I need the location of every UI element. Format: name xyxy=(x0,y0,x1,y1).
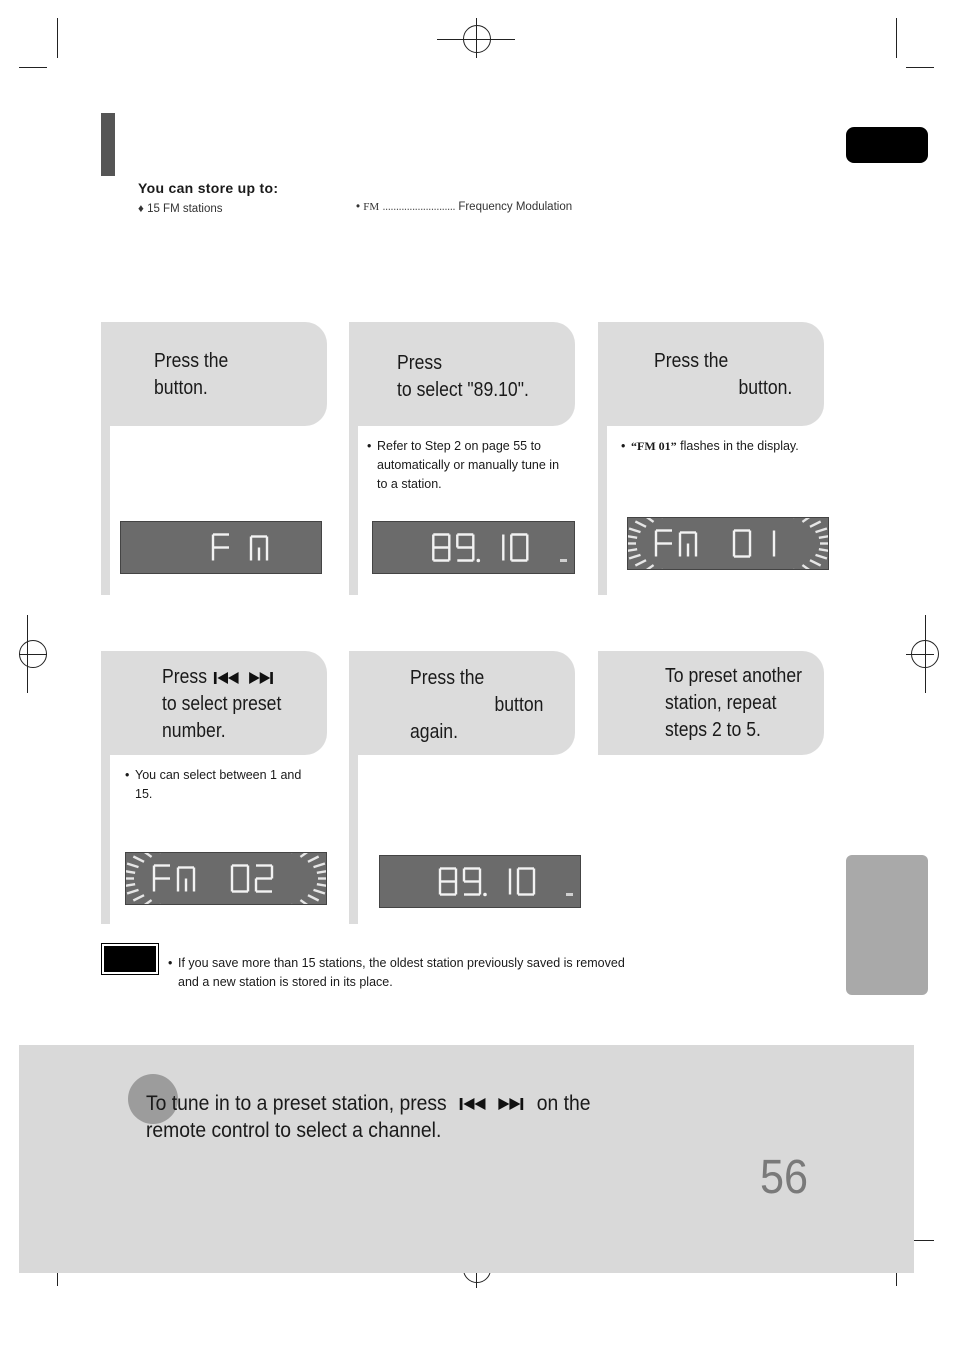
flash-ray xyxy=(308,895,319,900)
flash-ray xyxy=(819,536,828,538)
flash-ray xyxy=(628,549,637,551)
flash-ray xyxy=(127,864,138,868)
side-index-tab xyxy=(846,855,928,995)
flash-ray xyxy=(313,890,324,894)
step-4 xyxy=(101,651,327,924)
lcd-readout xyxy=(380,856,580,907)
section-title-bar xyxy=(101,113,115,176)
lcd-decimal-point xyxy=(483,893,487,897)
flash-ray xyxy=(644,565,654,569)
step-3-note: • “FM 01” flashes in the display. xyxy=(621,439,799,453)
flash-ray xyxy=(127,890,138,894)
crop-mark xyxy=(57,18,58,58)
flash-ray xyxy=(810,560,821,565)
step-5 xyxy=(349,651,575,924)
flash-ray xyxy=(126,871,135,873)
note-label-box xyxy=(101,943,159,975)
skip-buttons-icon xyxy=(212,670,275,686)
registration-mark xyxy=(906,654,934,655)
crop-mark xyxy=(19,67,47,68)
flash-ray xyxy=(815,529,826,533)
step-4-instruction: Press to select preset number. xyxy=(162,666,282,742)
lcd-readout xyxy=(373,522,574,573)
flash-ray xyxy=(317,871,326,873)
lcd-decimal-point xyxy=(477,559,481,563)
step-5-instruction: Press the button again. xyxy=(410,667,544,743)
flash-ray xyxy=(133,857,144,862)
registration-mark xyxy=(19,654,47,655)
mhz-indicator xyxy=(566,893,573,896)
display-panel-1 xyxy=(120,521,322,574)
flash-ray xyxy=(802,518,812,522)
tip-text: To tune in to a preset station, press on the remote control to select a channel. xyxy=(146,1092,591,1142)
step-3-instruction: Press the button. xyxy=(654,350,793,399)
flash-ray xyxy=(815,555,826,559)
flash-ray xyxy=(142,853,152,857)
step-6 xyxy=(598,651,824,755)
flash-ray xyxy=(629,555,640,559)
step-rail xyxy=(349,751,358,924)
flash-ray xyxy=(308,857,319,862)
step-rail xyxy=(598,422,607,595)
store-heading: You can store up to: xyxy=(138,180,279,196)
flash-ray xyxy=(629,529,640,533)
flash-ray xyxy=(635,522,646,527)
flash-ray xyxy=(317,884,326,886)
step-2-note: • Refer to Step 2 on page 55 to automatically or manually tune in to a station. xyxy=(367,439,560,491)
registration-mark xyxy=(27,615,28,693)
step-rail xyxy=(101,751,110,924)
step-rail xyxy=(349,422,358,595)
crop-mark xyxy=(906,67,934,68)
step-rail xyxy=(101,422,110,595)
flash-ray xyxy=(300,900,310,904)
lcd-readout xyxy=(628,518,828,569)
chapter-tab xyxy=(846,127,928,163)
display-panel-2 xyxy=(372,521,575,574)
flash-ray xyxy=(126,884,135,886)
step-3 xyxy=(598,322,824,595)
display-panel-5 xyxy=(379,855,581,908)
flash-ray xyxy=(635,560,646,565)
page-number: 56 xyxy=(760,1151,809,1204)
step-2-instruction: Press to select "89.10". xyxy=(397,352,529,401)
flash-ray xyxy=(313,864,324,868)
fm-definition: • FM ........................... Frequency Modulation xyxy=(356,201,573,213)
flash-ray xyxy=(133,895,144,900)
crop-mark xyxy=(896,18,897,58)
display-panel-3 xyxy=(627,517,829,570)
fm-meaning: Frequency Modulation xyxy=(458,201,573,213)
lcd-readout xyxy=(121,522,321,573)
flash-ray xyxy=(300,853,310,857)
step-4-note: • You can select between 1 and 15. xyxy=(125,768,302,801)
display-panel-4 xyxy=(125,852,327,905)
flash-ray xyxy=(644,518,654,522)
step-2 xyxy=(349,322,575,595)
registration-mark xyxy=(476,18,477,58)
step-1 xyxy=(101,322,327,595)
flash-ray xyxy=(819,549,828,551)
flash-ray xyxy=(628,536,637,538)
flash-ray xyxy=(810,522,821,527)
mhz-indicator xyxy=(560,559,567,562)
step-1-instruction: Press the button. xyxy=(154,350,229,399)
leader-dots: ........................... xyxy=(382,201,456,213)
memo-note: • If you save more than 15 stations, the oldest station previously saved is removed and a new station is stored in its place. xyxy=(168,956,625,989)
registration-mark xyxy=(925,615,926,693)
skip-buttons-icon xyxy=(458,1095,532,1113)
flash-ray xyxy=(802,565,812,569)
fm-abbr: FM xyxy=(363,201,380,213)
flash-ray xyxy=(142,900,152,904)
lcd-readout xyxy=(126,853,326,904)
store-item: ♦ 15 FM stations xyxy=(138,203,223,215)
step-6-instruction: To preset another station, repeat steps 2 to 5. xyxy=(665,665,802,741)
